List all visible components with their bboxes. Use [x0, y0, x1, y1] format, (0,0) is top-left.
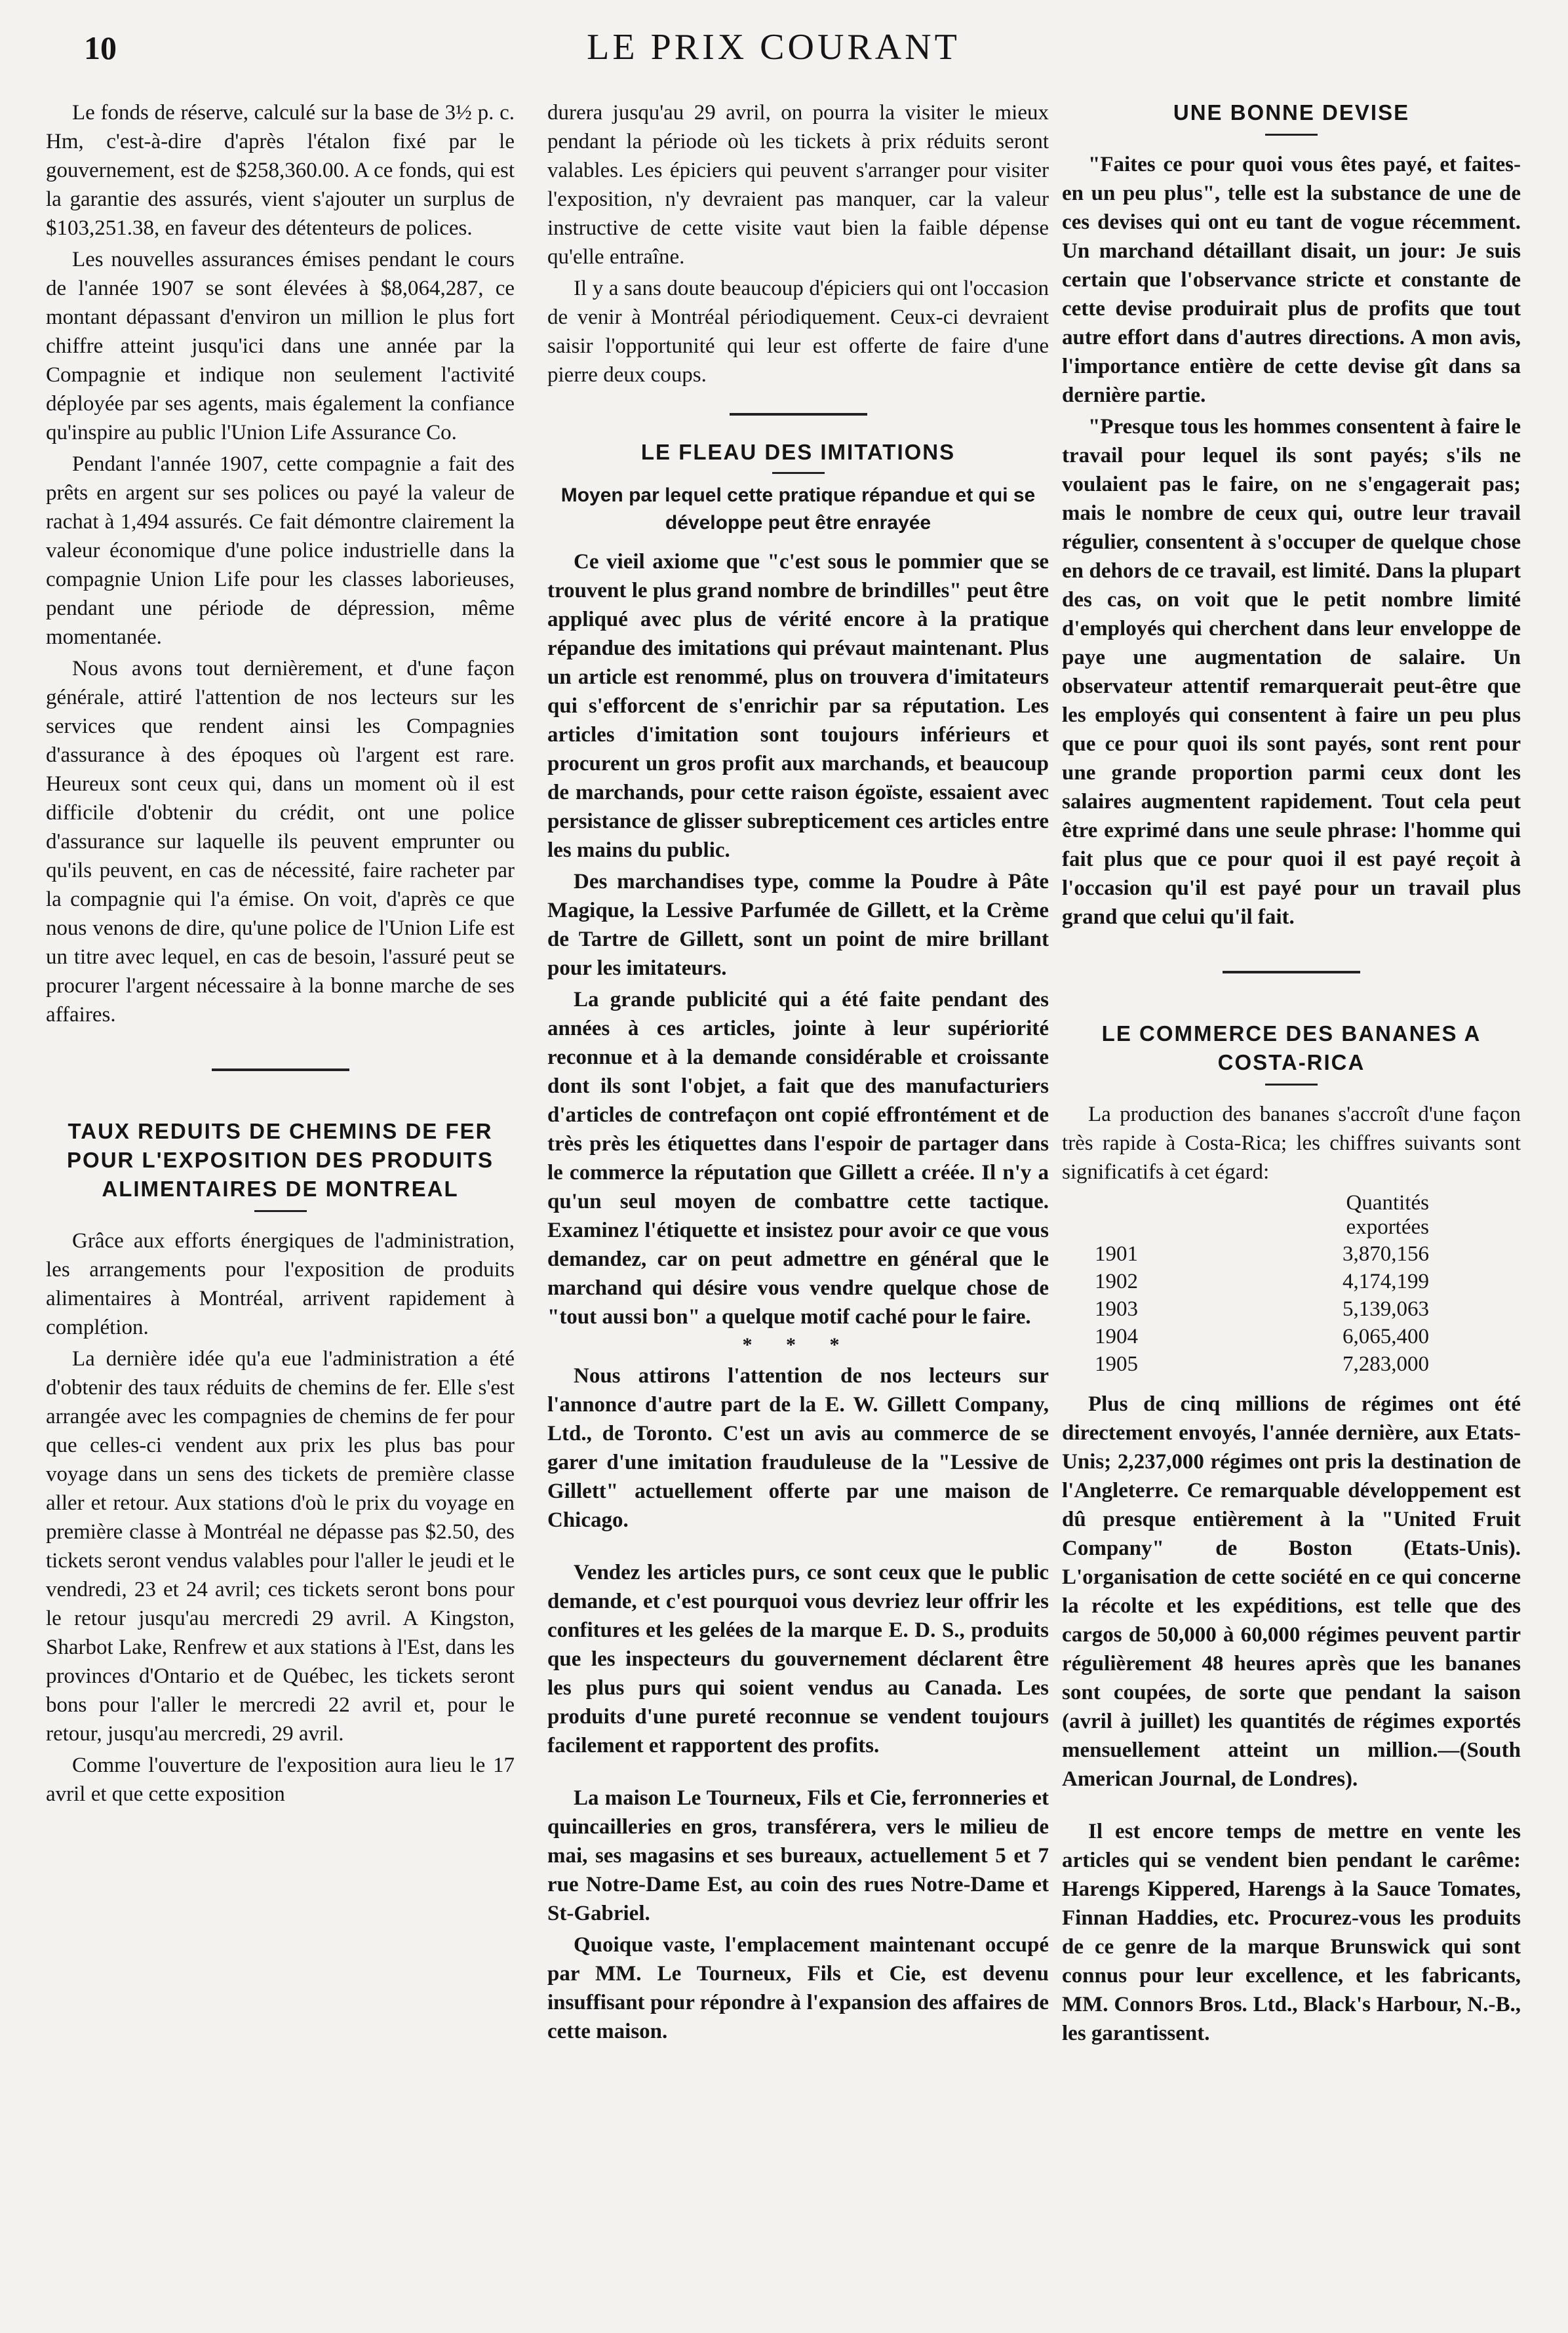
fleau-article — [547, 438, 1049, 1535]
title-rule — [1265, 1084, 1318, 1086]
bananes-table — [1088, 1190, 1436, 1378]
paragraph: Le fonds de réserve, calculé sur la base de 3½ p. c. Hm, c'est-à-dire d'après l'étalon fixé par le gouvernement, est de $258,360.00. A ce fonds, qui est la garantie des assurés, vient s'ajouter un surplus de $103,251.38, en faveur des détenteurs de polices. — [46, 101, 515, 240]
devise-body — [1062, 150, 1521, 931]
table-row — [1088, 1295, 1436, 1323]
paragraph: Pendant l'année 1907, cette compagnie a fait des prêts en argent sur ses polices ou payé la valeur de rachat à 1,494 assurés. Ce fait démontre clairement la valeur économique d'une police industrielle dans la compagnie Union Life pour les classes laborieuses, pendant une période de dépression, même momentanée. — [46, 452, 515, 649]
careme-note — [1062, 1817, 1521, 2048]
devise-article-title: UNE BONNE DEVISE — [1173, 100, 1410, 125]
intro-article — [46, 98, 515, 1029]
title-rule — [772, 472, 825, 474]
table-cell-value: 4,174,199 — [1343, 1270, 1429, 1293]
paragraph: La grande publicité qui a été faite pendant des années à ces articles, jointe à leur supériorité reconnue et à la demande considérable et croissante dont ils sont l'objet, a fait que des manufacturiers d'articles de contrefaçon ont copié effrontément et de très près les étiquettes dans l'espoir de partager dans le commerce la réputation que Gillett a créée. Il n'y a qu'un seul moyen de combattre cette tactique. Examinez l'étiquette et insistez pour avoir ce que vous demandez, car on peut admettre en général que le marchand qui désire vous vendre quelque chose de "tout aussi bon" a quelque motif caché pour le faire. — [547, 988, 1049, 1329]
paragraph: Il est encore temps de mettre en vente les articles qui se vendent bien pendant le carême: Harengs Kippered, Harengs à la Sauce Tomates, Finnan Haddies, etc. Procurez-vous les produits de ce genre de la marque Brunswick qui sont connus pour leur excellence, et les fabricants, MM. Connors Bros. Ltd., Black's Harbour, N.-B., les garantissent. — [1062, 1820, 1521, 2045]
paragraph: Il y a sans doute beaucoup d'épiciers qui ont l'occasion de venir à Montréal périodiquement. Ceux-ci devraient saisir l'opportunité qui leur est offerte de faire d'une pierre deux coups. — [547, 277, 1049, 387]
devise-article — [1062, 98, 1521, 931]
table-cell-value: 3,870,156 — [1343, 1242, 1429, 1266]
spacer — [547, 1763, 1049, 1784]
table-cell-year: 1904 — [1095, 1325, 1138, 1348]
table-cell-value: 6,065,400 — [1343, 1325, 1429, 1348]
fleau-note — [547, 1362, 1049, 1535]
title-rule — [254, 1210, 307, 1212]
table-cell-year: 1902 — [1095, 1270, 1138, 1293]
table-cell-value: 5,139,063 — [1343, 1297, 1429, 1321]
paragraph: La maison Le Tourneux, Fils et Cie, ferronneries et quincailleries en gros, transférera, vers le milieu de mai, ses magasins et ses bureaux, actuellement 5 et 7 rue Notre-Dame Est, au coin des rues Notre-Dame et St-Gabriel. — [547, 1786, 1049, 1925]
column-right — [1062, 98, 1521, 2050]
paragraph: Nous attirons l'attention de nos lecteurs sur l'annonce d'autre part de la E. W. Gillett Company, Ltd., de Toronto. C'est un avis au commerce de se garer d'une imitation frauduleuse de la "Lessive de Gillett" actuellement offerte par une maison de Chicago. — [547, 1364, 1049, 1532]
paragraph: durera jusqu'au 29 avril, on pourra la visiter le mieux pendant la période où les tickets à prix réduits seront valables. Les épiciers qui peuvent s'arranger pour visiter l'exposition, n'y devraient pas manquer, car la valeur instructive de cette visite vaut bien la faible dépense qu'elle entraîne. — [547, 101, 1049, 269]
bananes-article-title: LE COMMERCE DES BANANES A COSTA-RICA — [1101, 1021, 1481, 1074]
table-row — [1088, 1323, 1436, 1350]
table-header: Quantités exportées — [1346, 1191, 1429, 1239]
paragraph: Grâce aux efforts énergiques de l'administration, les arrangements pour l'exposition de produits alimentaires à Montréal, arrivent rapidement à complétion. — [46, 1229, 515, 1339]
tourneux-article — [547, 1784, 1049, 2046]
table-row — [1088, 1268, 1436, 1295]
spacer — [1062, 1796, 1521, 1817]
bananes-article — [1062, 1019, 1521, 2048]
table-header-row — [1088, 1190, 1436, 1240]
page-header-title: LE PRIX COURANT — [587, 27, 960, 68]
table-row — [1088, 1240, 1436, 1268]
section-divider — [730, 413, 867, 416]
table-cell-year: 1905 — [1095, 1352, 1138, 1376]
column-left — [46, 98, 515, 1811]
paragraph: "Faites ce pour quoi vous êtes payé, et faites-en un peu plus", telle est la substance de une de ces devises qui ont eu tant de vogue récemment. Un marchand détaillant disait, un jour: Je suis certain que l'observance stricte et constante de cette devise produirait plus de profits que tout autre effort dans d'autres directions. A mon avis, l'importance entière de cette devise gît dans sa dernière partie. — [1062, 153, 1521, 407]
continuation-article — [547, 98, 1049, 389]
paragraph: Ce vieil axiome que "c'est sous le pommier que se trouvent le plus grand nombre de brindilles" peut être appliqué avec plus de vérité encore à la pratique répandue des imitations qui prévaut maintenant. Plus un article est renommé, plus on trouvera d'imitateurs qui s'efforcent de s'enrichir par sa réputation. Les articles d'imitation sont toujours inférieurs et procurent un gros profit aux marchands, et beaucoup de marchands, pour cette raison égoïste, essaient avec persistance de glisser subrepticement ces articles entre les mains du public. — [547, 550, 1049, 862]
paragraph: "Presque tous les hommes consentent à faire le travail pour lequel ils sont payés; s'ils ne voulaient pas le faire, on ne s'engagerait pas; mais le nombre de ceux qui, outre leur travail régulier, consentent à s'occuper de quelque chose en dehors de ce travail, est limité. Dans la plupart des cas, on voit que le petit nombre limité d'employés qui cherchent dans leur enveloppe de paye une augmentation de salaire. Un observateur attentif remarquerait peut-être que les employés qui consentent à faire un peu plus que ce pour quoi ils sont payés, sont rent pour une grande proportion parmi ceux dont les salaires augmentent rapidement. Tout cela peut être exprimé dans une seule phrase: l'homme qui fait plus que ce pour quoi il est payé reçoit à l'occasion qu'il est payé pour un travail plus grand que celui qu'il fait. — [1062, 415, 1521, 929]
section-divider — [212, 1068, 349, 1071]
taux-article-title: TAUX REDUITS DE CHEMINS DE FER POUR L'EXPOSITION DES PRODUITS ALIMENTAIRES DE MONTREAL — [67, 1119, 494, 1201]
fleau-article-subtitle: Moyen par lequel cette pratique répandue et qui se développe peut être enrayée — [560, 484, 1036, 534]
paragraph: Comme l'ouverture de l'exposition aura lieu le 17 avril et que cette exposition — [46, 1754, 515, 1806]
section-divider — [1223, 971, 1360, 973]
fleau-body — [547, 547, 1049, 1331]
title-rule — [1265, 134, 1318, 136]
table-row — [1088, 1350, 1436, 1378]
column-middle — [547, 98, 1049, 2049]
stars-separator: * * * — [742, 1334, 854, 1356]
paragraph: Plus de cinq millions de régimes ont été directement envoyés, l'année dernière, aux Etats-Unis; 2,237,000 régimes ont pris la destination de l'Angleterre. Ce remarquable développement est dû presque entièrement à la "United Fruit Company" de Boston (Etats-Unis). L'organisation de cette société en ce qui concerne la récolte et les expéditions, est telle que des cargos de 50,000 à 60,000 régimes peuvent partir régulièrement 48 heures après que les bananes sont coupées, de sorte que pendant la saison (avril à juillet) les quantités de régimes exportés mensuellement atteint un million.—(South American Journal, de Londres). — [1062, 1392, 1521, 1791]
paragraph: La dernière idée qu'a eue l'administration a été d'obtenir des taux réduits de chemins de fer. Elle s'est arrangée avec les compagnies de chemins de fer pour que celles-ci vendent aux prix les plus bas pour voyage dans un sens des tickets de première classe aller et retour. Aux stations d'où le prix du voyage en première classe à Montréal ne dépasse pas $2.50, des tickets seront vendus valables pour l'aller le jeudi et le vendredi, 23 et 24 avril; ces tickets seront bons pour le retour jusqu'au mercredi 29 avril. A Kingston, Sharbot Lake, Renfrew et aux stations à l'Est, dans les provinces d'Ontario et de Québec, les tickets seront bons pour l'aller le mercredi 22 avril et, pour le retour, jusqu'au mercredi, 29 avril. — [46, 1347, 515, 1746]
bananes-body — [1062, 1390, 1521, 1794]
paragraph: Quoique vaste, l'emplacement maintenant occupé par MM. Le Tourneux, Fils et Cie, est devenu insuffisant pour répondre à l'expansion des affaires de cette maison. — [547, 1933, 1049, 2043]
spacer — [547, 1537, 1049, 1558]
paragraph: Des marchandises type, comme la Poudre à Pâte Magique, la Lessive Parfumée de Gillett, et la Crème de Tartre de Gillett, sont un point de mire brillant pour les imitateurs. — [547, 870, 1049, 980]
table-cell-year: 1903 — [1095, 1297, 1138, 1321]
paragraph: Les nouvelles assurances émises pendant le cours de l'année 1907 se sont élevées à $8,064,287, ce montant dépassant d'environ un million le plus fort chiffre atteint jusqu'ici dans une année par la Compagnie et indique non seulement l'activité déployée par ses agents, mais également la confiance qu'inspire au public l'Union Life Assurance Co. — [46, 248, 515, 444]
paragraph: Nous avons tout dernièrement, et d'une façon générale, attiré l'attention de nos lecteurs sur les services que rendent ainsi les Compagnies d'assurance à des époques où l'argent est rare. Heureux sont ceux qui, dans un moment où il est difficile d'obtenir du crédit, ont une police d'assurance sur laquelle ils peuvent emprunter ou qu'ils peuvent, en cas de nécessité, faire racheter par la compagnie qui l'a émise. On voit, d'après ce que nous venons de dire, qu'une police de l'Union Life est un titre avec lequel, en cas de besoin, l'assuré peut se procurer l'argent nécessaire à la bonne marche de ses affaires. — [46, 657, 515, 1027]
table-cell-year: 1901 — [1095, 1242, 1138, 1266]
table-cell-value: 7,283,000 — [1343, 1352, 1429, 1376]
taux-article — [46, 1117, 515, 1809]
paragraph: La production des bananes s'accroît d'une façon très rapide à Costa-Rica; les chiffres suivants sont significatifs à cet égard: — [1062, 1103, 1521, 1184]
paragraph: Vendez les articles purs, ce sont ceux que le public demande, et c'est pourquoi vous devriez leur offrir les confitures et les gelées de la marque E. D. S., produits que les inspecteurs du gouvernement déclarent être les plus purs qui soient vendus au Canada. Les produits d'une pureté reconnue se vendent toujours facilement et rapportent des profits. — [547, 1561, 1049, 1757]
vendez-article — [547, 1558, 1049, 1760]
page-number: 10 — [84, 29, 117, 66]
fleau-article-title: LE FLEAU DES IMITATIONS — [640, 440, 956, 464]
